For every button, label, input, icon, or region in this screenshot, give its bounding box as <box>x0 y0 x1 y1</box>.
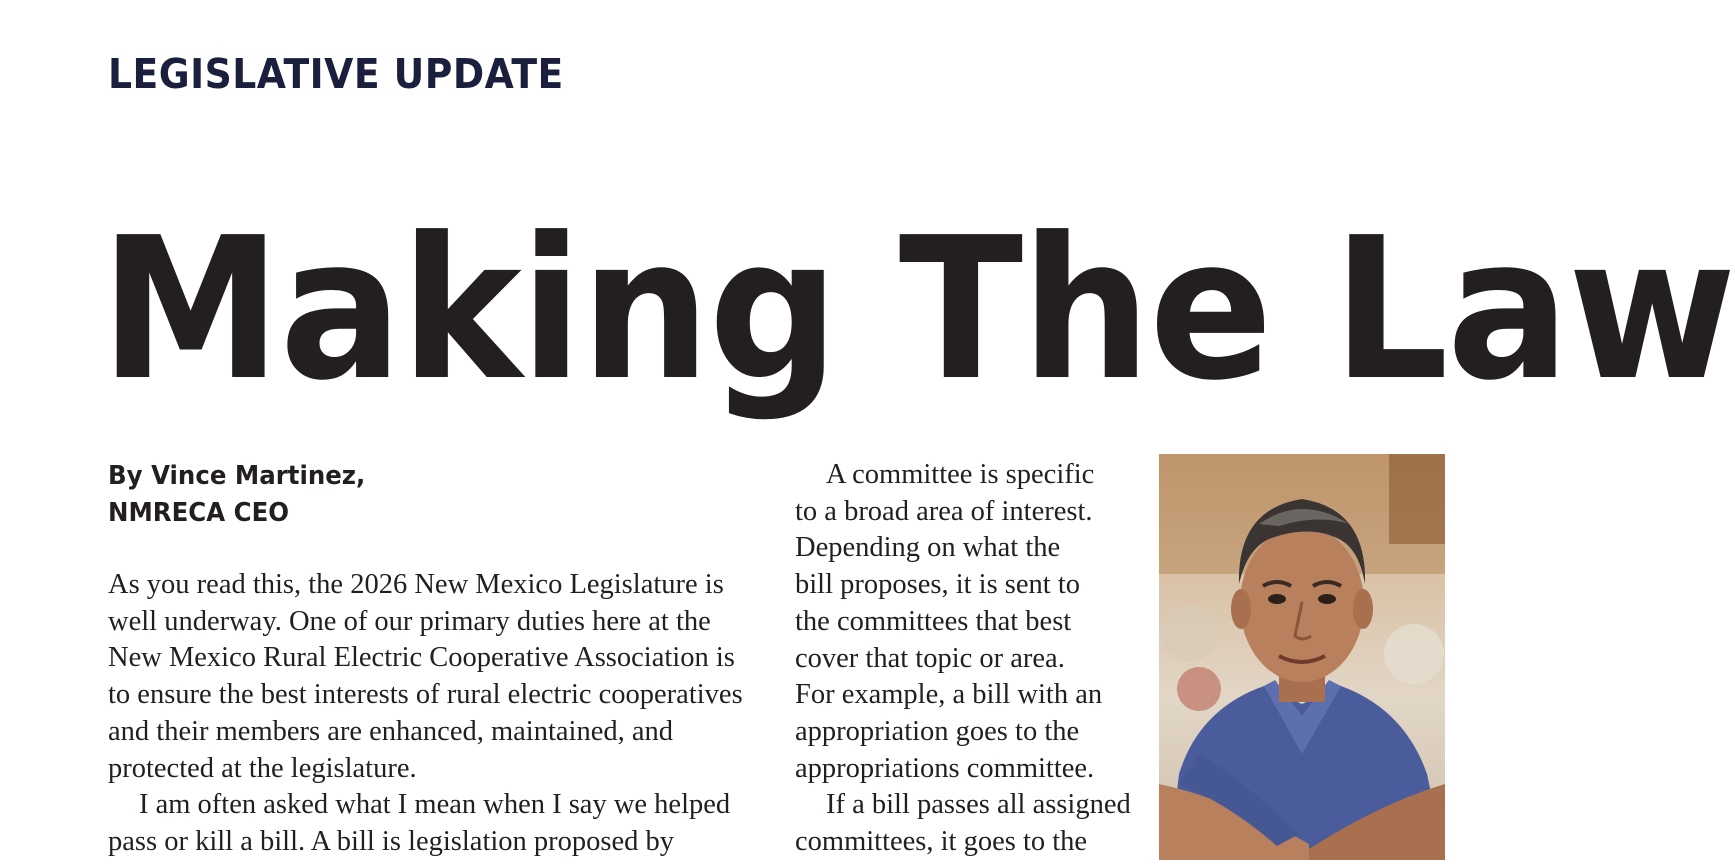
text-line: committees, it goes to the <box>795 826 1088 858</box>
text-line: New Mexico Rural Electric Cooperative Association is <box>108 642 735 674</box>
author-photo <box>1159 454 1445 860</box>
text-line: A committee is specific <box>826 459 1095 490</box>
text-line: well underway. One of our primary duties here at the <box>108 605 711 637</box>
author-portrait-illustration <box>1159 454 1445 860</box>
text-line: appropriation goes to the <box>795 715 1080 747</box>
text-line: Depending on what the <box>795 532 1061 564</box>
text-line: protected at the legislature. <box>108 752 417 784</box>
text-line: appropriations committee. <box>795 752 1095 784</box>
paragraph <box>108 567 768 787</box>
text-line: As you read this, the 2026 New Mexico Legislature is <box>108 569 724 600</box>
paragraph <box>795 787 1145 860</box>
paragraph <box>795 457 1145 787</box>
text-line: I am often asked what I mean when I say we helped <box>139 789 731 821</box>
text-line: bill proposes, it is sent to <box>795 569 1080 601</box>
text-line: For example, a bill with an <box>795 679 1103 711</box>
text-line: If a bill passes all assigned <box>826 789 1131 821</box>
byline <box>108 458 365 532</box>
byline-title: NMRECA CEO <box>108 498 290 528</box>
text-line: to ensure the best interests of rural electric cooperatives <box>108 679 743 711</box>
column-middle <box>795 457 1145 861</box>
text-line: and their members are enhanced, maintained, and <box>108 715 674 747</box>
paragraph <box>108 787 768 860</box>
text-line: pass or kill a bill. A bill is legislation proposed by <box>108 825 675 857</box>
byline-author: By Vince Martinez, <box>108 461 366 491</box>
headline: Making The Law <box>100 196 1735 424</box>
text-line: to a broad area of interest. <box>795 495 1093 527</box>
section-label: LEGISLATIVE UPDATE <box>108 50 564 98</box>
text-line: cover that topic or area. <box>795 642 1065 674</box>
text-line: the committees that best <box>795 605 1072 637</box>
column-left <box>108 567 768 861</box>
